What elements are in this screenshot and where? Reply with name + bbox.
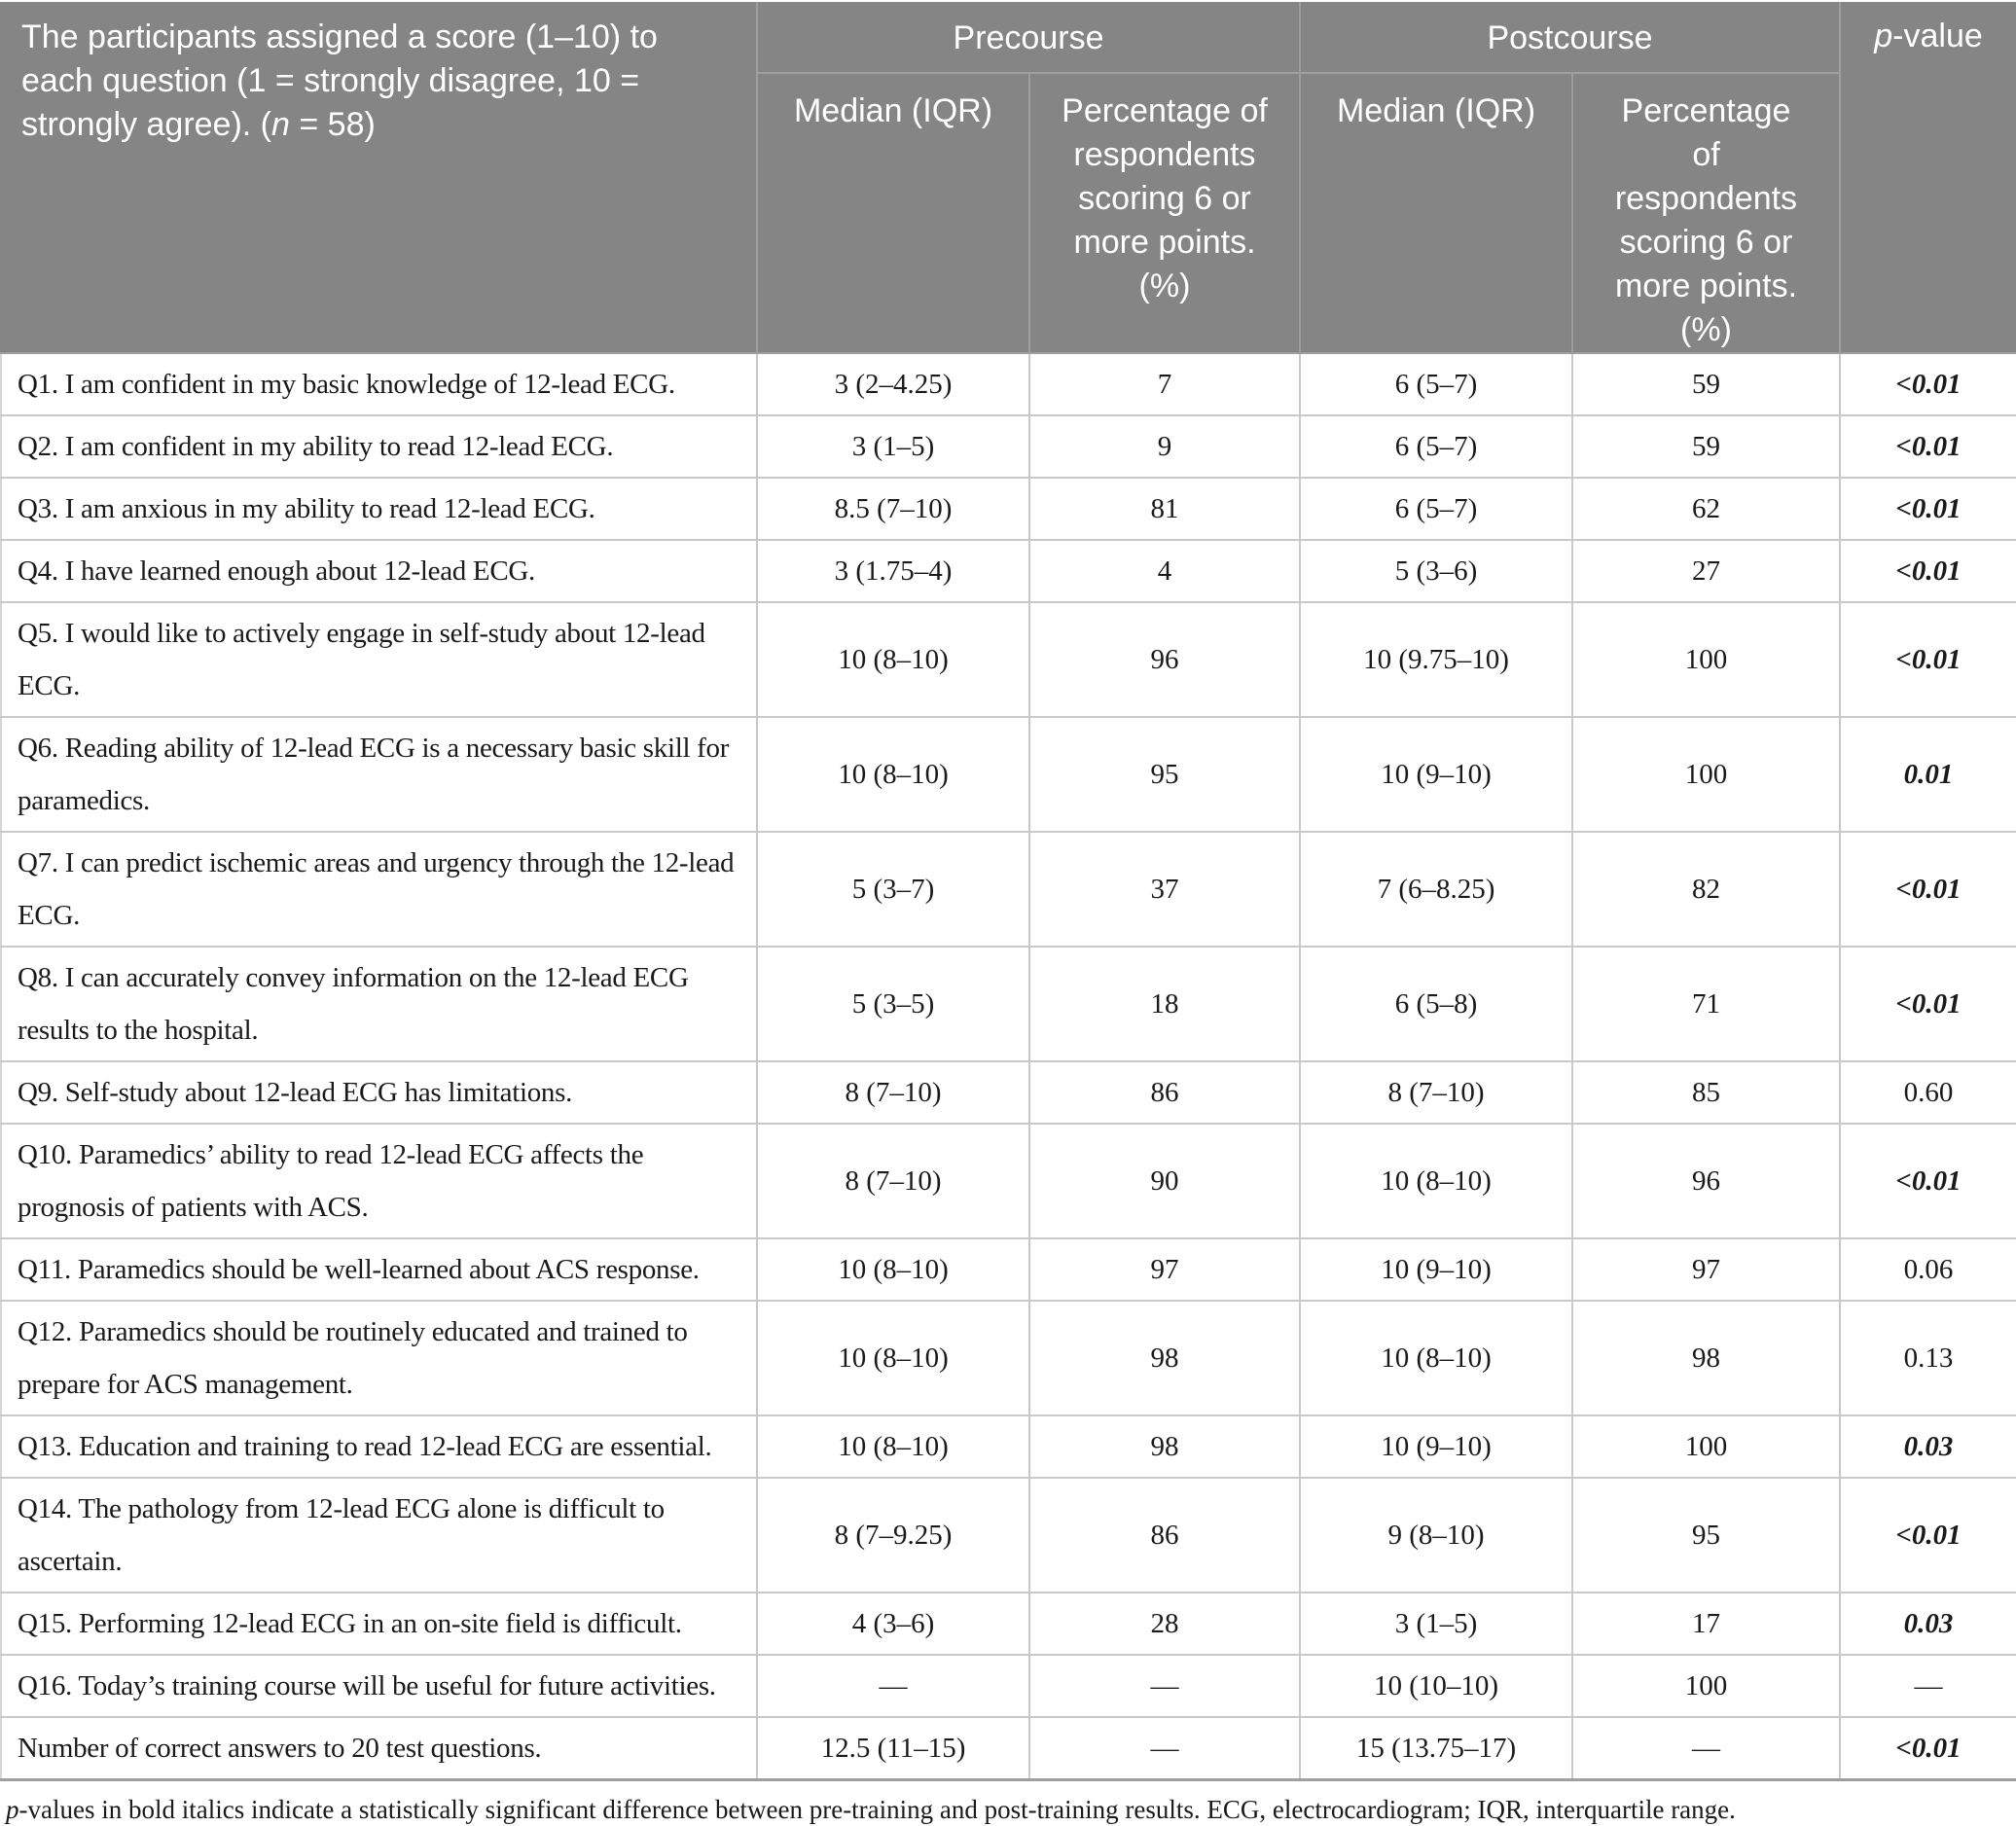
question-cell: Q8. I can accurately convey information on the 12-lead ECG results to the hospital. — [1, 947, 757, 1061]
question-cell: Q11. Paramedics should be well-learned about ACS response. — [1, 1238, 757, 1301]
p-value-cell: <0.01 — [1840, 602, 2016, 717]
postcourse-percentage-cell: 95 — [1572, 1478, 1840, 1593]
question-cell: Q5. I would like to actively engage in self-study about 12-lead ECG. — [1, 602, 757, 717]
precourse-percentage-cell: 97 — [1029, 1238, 1300, 1301]
p-value-cell: <0.01 — [1840, 353, 2016, 415]
results-table — [0, 2, 2016, 1781]
precourse-median-cell: 10 (8–10) — [757, 1301, 1029, 1415]
precourse-median-cell: 8 (7–9.25) — [757, 1478, 1029, 1593]
p-value-header — [1840, 3, 2016, 353]
precourse-percentage-cell: — — [1029, 1655, 1300, 1717]
postcourse-percentage-cell: 100 — [1572, 1655, 1840, 1717]
postcourse-median-cell: 6 (5–8) — [1300, 947, 1572, 1061]
postcourse-percentage-cell: — — [1572, 1717, 1840, 1780]
p-value-cell: <0.01 — [1840, 947, 2016, 1061]
table-row — [1, 1061, 2016, 1124]
postcourse-percentage-cell: 100 — [1572, 1415, 1840, 1478]
precourse-percentage-cell: 86 — [1029, 1478, 1300, 1593]
precourse-percentage-header: Percentage of respondents scoring 6 or more points. (%) — [1029, 73, 1300, 353]
postcourse-percentage-cell: 62 — [1572, 478, 1840, 540]
question-cell: Q12. Paramedics should be routinely educated and trained to prepare for ACS management. — [1, 1301, 757, 1415]
precourse-percentage-cell: 4 — [1029, 540, 1300, 602]
question-cell: Q13. Education and training to read 12-lead ECG are essential. — [1, 1415, 757, 1478]
precourse-median-cell: 3 (1–5) — [757, 415, 1029, 478]
table-row — [1, 1124, 2016, 1238]
table-footnote — [6, 1793, 2016, 1826]
table-row — [1, 1717, 2016, 1780]
precourse-group-header: Precourse — [757, 3, 1300, 73]
precourse-median-cell: 4 (3–6) — [757, 1593, 1029, 1655]
question-cell: Q6. Reading ability of 12-lead ECG is a necessary basic skill for paramedics. — [1, 717, 757, 832]
caption-text-suffix: = 58) — [289, 106, 376, 143]
table-row — [1, 1238, 2016, 1301]
precourse-median-cell: 8 (7–10) — [757, 1124, 1029, 1238]
postcourse-median-cell: 10 (9–10) — [1300, 1238, 1572, 1301]
precourse-percentage-cell: 98 — [1029, 1301, 1300, 1415]
precourse-median-cell: 3 (1.75–4) — [757, 540, 1029, 602]
precourse-percentage-cell: 95 — [1029, 717, 1300, 832]
postcourse-median-cell: 7 (6–8.25) — [1300, 832, 1572, 947]
question-cell: Q14. The pathology from 12-lead ECG alone is difficult to ascertain. — [1, 1478, 757, 1593]
question-cell: Q16. Today’s training course will be useful for future activities. — [1, 1655, 757, 1717]
p-value-cell: 0.03 — [1840, 1593, 2016, 1655]
p-value-cell: <0.01 — [1840, 540, 2016, 602]
postcourse-percentage-cell: 17 — [1572, 1593, 1840, 1655]
footnote-italic-p: p — [6, 1795, 19, 1824]
p-value-header-rest: -value — [1892, 18, 1983, 54]
postcourse-percentage-cell: 59 — [1572, 415, 1840, 478]
postcourse-percentage-cell: 96 — [1572, 1124, 1840, 1238]
precourse-median-cell: 10 (8–10) — [757, 717, 1029, 832]
footnote-text: -values in bold italics indicate a statistically significant difference between pre-training and post-training results. ECG, electrocardiogram; IQR, interquartile range. — [18, 1795, 1736, 1824]
caption-text: The participants assigned a score (1–10) to each question (1 = strongly disagree, 10 = strongly agree). ( — [21, 18, 658, 143]
p-value-cell: 0.03 — [1840, 1415, 2016, 1478]
precourse-median-cell: 5 (3–5) — [757, 947, 1029, 1061]
postcourse-median-cell: 6 (5–7) — [1300, 478, 1572, 540]
precourse-percentage-cell: 81 — [1029, 478, 1300, 540]
p-value-cell: <0.01 — [1840, 832, 2016, 947]
postcourse-median-cell: 3 (1–5) — [1300, 1593, 1572, 1655]
precourse-median-cell: 10 (8–10) — [757, 1238, 1029, 1301]
p-value-cell: 0.13 — [1840, 1301, 2016, 1415]
table-row — [1, 540, 2016, 602]
postcourse-group-header: Postcourse — [1300, 3, 1840, 73]
table-body — [1, 353, 2016, 1780]
question-cell: Number of correct answers to 20 test questions. — [1, 1717, 757, 1780]
postcourse-median-cell: 10 (8–10) — [1300, 1301, 1572, 1415]
table-header — [1, 3, 2016, 353]
table-row — [1, 832, 2016, 947]
table-row — [1, 602, 2016, 717]
precourse-median-cell: — — [757, 1655, 1029, 1717]
p-value-cell: 0.60 — [1840, 1061, 2016, 1124]
precourse-median-cell: 10 (8–10) — [757, 1415, 1029, 1478]
p-value-cell: <0.01 — [1840, 1124, 2016, 1238]
table-caption-cell — [1, 3, 757, 353]
postcourse-median-cell: 6 (5–7) — [1300, 415, 1572, 478]
p-value-cell: 0.01 — [1840, 717, 2016, 832]
postcourse-percentage-cell: 100 — [1572, 717, 1840, 832]
p-value-cell: <0.01 — [1840, 415, 2016, 478]
postcourse-median-cell: 9 (8–10) — [1300, 1478, 1572, 1593]
postcourse-percentage-cell: 71 — [1572, 947, 1840, 1061]
precourse-percentage-cell: 28 — [1029, 1593, 1300, 1655]
caption-n-italic: n — [271, 106, 290, 143]
table-row — [1, 947, 2016, 1061]
p-value-cell: 0.06 — [1840, 1238, 2016, 1301]
postcourse-percentage-cell: 97 — [1572, 1238, 1840, 1301]
p-value-cell: <0.01 — [1840, 478, 2016, 540]
precourse-median-cell: 8 (7–10) — [757, 1061, 1029, 1124]
precourse-percentage-cell: 96 — [1029, 602, 1300, 717]
question-cell: Q2. I am confident in my ability to read 12-lead ECG. — [1, 415, 757, 478]
postcourse-percentage-cell: 85 — [1572, 1061, 1840, 1124]
postcourse-percentage-cell: 27 — [1572, 540, 1840, 602]
table-row — [1, 1301, 2016, 1415]
precourse-median-cell: 5 (3–7) — [757, 832, 1029, 947]
postcourse-median-header: Median (IQR) — [1300, 73, 1572, 353]
postcourse-median-cell: 10 (9–10) — [1300, 717, 1572, 832]
precourse-percentage-cell: — — [1029, 1717, 1300, 1780]
header-row-groups — [1, 3, 2016, 73]
precourse-percentage-cell: 9 — [1029, 415, 1300, 478]
question-cell: Q10. Paramedics’ ability to read 12-lead ECG affects the prognosis of patients with ACS. — [1, 1124, 757, 1238]
postcourse-median-cell: 10 (9–10) — [1300, 1415, 1572, 1478]
postcourse-median-cell: 10 (9.75–10) — [1300, 602, 1572, 717]
question-cell: Q1. I am confident in my basic knowledge of 12-lead ECG. — [1, 353, 757, 415]
question-cell: Q4. I have learned enough about 12-lead ECG. — [1, 540, 757, 602]
table-row — [1, 1593, 2016, 1655]
postcourse-percentage-cell: 82 — [1572, 832, 1840, 947]
question-cell: Q3. I am anxious in my ability to read 12-lead ECG. — [1, 478, 757, 540]
table-row — [1, 1478, 2016, 1593]
postcourse-median-cell: 15 (13.75–17) — [1300, 1717, 1572, 1780]
table-row — [1, 353, 2016, 415]
postcourse-median-cell: 10 (10–10) — [1300, 1655, 1572, 1717]
p-value-cell: — — [1840, 1655, 2016, 1717]
p-value-cell: <0.01 — [1840, 1478, 2016, 1593]
precourse-percentage-cell: 98 — [1029, 1415, 1300, 1478]
precourse-median-cell: 3 (2–4.25) — [757, 353, 1029, 415]
p-value-header-italic-p: p — [1874, 18, 1893, 54]
table-row — [1, 478, 2016, 540]
precourse-median-cell: 12.5 (11–15) — [757, 1717, 1029, 1780]
postcourse-percentage-header: Percentage of respondents scoring 6 or more points. (%) — [1572, 73, 1840, 353]
precourse-percentage-cell: 86 — [1029, 1061, 1300, 1124]
table-row — [1, 1655, 2016, 1717]
precourse-percentage-cell: 90 — [1029, 1124, 1300, 1238]
question-cell: Q15. Performing 12-lead ECG in an on-site field is difficult. — [1, 1593, 757, 1655]
question-cell: Q7. I can predict ischemic areas and urgency through the 12-lead ECG. — [1, 832, 757, 947]
postcourse-median-cell: 6 (5–7) — [1300, 353, 1572, 415]
precourse-percentage-cell: 18 — [1029, 947, 1300, 1061]
precourse-median-header: Median (IQR) — [757, 73, 1029, 353]
precourse-median-cell: 10 (8–10) — [757, 602, 1029, 717]
postcourse-percentage-cell: 100 — [1572, 602, 1840, 717]
table-row — [1, 717, 2016, 832]
table-row — [1, 1415, 2016, 1478]
precourse-percentage-cell: 7 — [1029, 353, 1300, 415]
postcourse-percentage-cell: 59 — [1572, 353, 1840, 415]
postcourse-median-cell: 10 (8–10) — [1300, 1124, 1572, 1238]
postcourse-median-cell: 8 (7–10) — [1300, 1061, 1572, 1124]
postcourse-median-cell: 5 (3–6) — [1300, 540, 1572, 602]
p-value-cell: <0.01 — [1840, 1717, 2016, 1780]
table-row — [1, 415, 2016, 478]
question-cell: Q9. Self-study about 12-lead ECG has limitations. — [1, 1061, 757, 1124]
postcourse-percentage-cell: 98 — [1572, 1301, 1840, 1415]
precourse-percentage-cell: 37 — [1029, 832, 1300, 947]
precourse-median-cell: 8.5 (7–10) — [757, 478, 1029, 540]
